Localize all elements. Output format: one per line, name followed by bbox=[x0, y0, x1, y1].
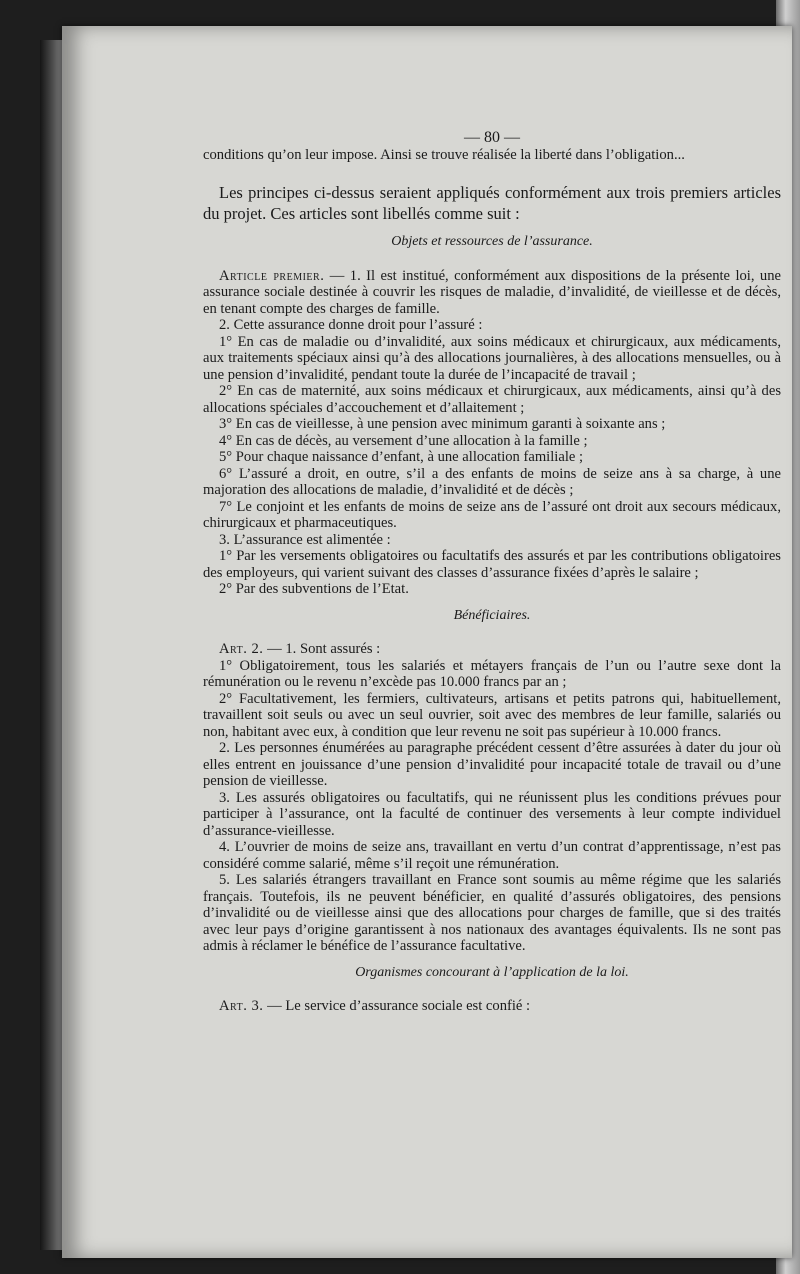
article-1-paragraph: 2. Cette assurance donne droit pour l’assuré : bbox=[219, 317, 483, 333]
article-1-paragraph: 3. L’assurance est alimentée : bbox=[219, 531, 391, 548]
article-1-text: — 1. Il est institué, conformément aux dispositions de la présente loi, une assurance sociale destinée à couvrir les risques de maladie, d’invalidité, de vieillesse et de décès, en tenant compte des charges de famille. bbox=[203, 267, 781, 317]
article-2-paragraph: 3. Les assurés obligatoires ou facultatifs, qui ne réunissent plus les conditions prévues pour participer à l’assurance, ont la faculté de continuer des versements à leur compte individuel d’assurance-vieillesse. bbox=[203, 789, 781, 839]
article-2-label: Art. 2. bbox=[219, 641, 264, 657]
section-heading-beneficiaires: Bénéficiaires. bbox=[453, 607, 531, 623]
article-2-paragraph: 5. Les salariés étrangers travaillant en France sont soumis au même régime que les salariés français. Toutefois, ils ne peuvent bénéficier, en qualité d’assurés obligatoires, des pensions d’invalidité ou de vieillesse ainsi que des allocations pour charges de famille, que si des traités avec leur pays d’origine garantissent à nos nationaux des avantages équivalents. Ils ne sont pas admis à réclamer le bénéfice de l’assurance facultative. bbox=[203, 872, 781, 954]
article-1-paragraph: 1° En cas de maladie ou d’invalidité, aux soins médicaux et chirurgicaux, aux médicaments, aux traitements spéciaux ainsi qu’à des allocations journalières, à des allocations mensuelles, ou à une pension d’invalidité, pendant toute la durée de l’incapacité de travail ; bbox=[203, 333, 781, 383]
article-1-paragraph: 2° En cas de maternité, aux soins médicaux et chirurgicaux, aux médicaments, ainsi qu’à des allocations spéciales d’accouchement et d’allaitement ; bbox=[203, 383, 781, 416]
article-1-paragraph: 5° Pour chaque naissance d’enfant, à une allocation familiale ; bbox=[219, 449, 584, 465]
page-text bbox=[203, 130, 781, 1015]
article-1-paragraph: 3° En cas de vieillesse, à une pension avec minimum garanti à soixante ans ; bbox=[219, 416, 666, 432]
intro-paragraph: conditions qu’on leur impose. Ainsi se trouve réalisée la liberté dans l’obligation... bbox=[203, 146, 685, 163]
article-3-text: — Le service d’assurance sociale est confié : bbox=[267, 998, 531, 1014]
book-binding bbox=[40, 40, 64, 1250]
section-heading-organismes: Organismes concourant à l’application de la loi. bbox=[355, 964, 629, 980]
article-3-label: Art. 3. bbox=[219, 998, 264, 1014]
article-2-intro bbox=[203, 641, 781, 658]
article-3-intro bbox=[203, 998, 781, 1015]
article-1-paragraph: 1° Par les versements obligatoires ou facultatifs des assurés et par les contributions obligatoires des employeurs, qui varient suivant des classes d’assurance fixées d’après le salaire ; bbox=[203, 548, 781, 581]
page-number: — 80 — bbox=[464, 129, 520, 146]
article-1-paragraph: 2° Par des subventions de l’Etat. bbox=[219, 581, 409, 597]
section-heading-objets: Objets et ressources de l’assurance. bbox=[391, 234, 593, 249]
article-2-paragraph: 2° Facultativement, les fermiers, cultivateurs, artisans et petits patrons qui, habituellement, travaillent soit seuls ou avec un seul ouvrier, soit avec des membres de leur famille, salariés ou non, habitant avec eux, à condition que leur revenu ne soit pas supérieur à 10.000 francs. bbox=[203, 690, 781, 740]
article-2-text: — 1. Sont assurés : bbox=[267, 641, 381, 657]
article-2-paragraph: 2. Les personnes énumérées au paragraphe précédent cessent d’être assurées à dater du jour où elles entrent en jouissance d’une pension d’invalidité pour incapacité totale de travail ou d’une pension de vieillesse. bbox=[203, 740, 781, 789]
article-1-intro bbox=[203, 268, 781, 318]
article-1-label: Article premier. bbox=[219, 267, 325, 284]
article-1-paragraph: 4° En cas de décès, au versement d’une allocation à la famille ; bbox=[219, 432, 588, 449]
article-1-paragraph: 7° Le conjoint et les enfants de moins de seize ans de l’assuré ont droit aux secours médicaux, chirurgicaux et pharmaceutiques. bbox=[203, 498, 781, 531]
article-2-paragraph: 1° Obligatoirement, tous les salariés et métayers français de l’un ou l’autre sexe dont la rémunération ou le revenu n’excède pas 10.000 francs par an ; bbox=[203, 657, 781, 690]
article-2-paragraph: 4. L’ouvrier de moins de seize ans, travaillant en vertu d’un contrat d’apprentissage, n’est pas considéré comme salarié, même s’il reçoit une rémunération. bbox=[203, 839, 781, 872]
principles-paragraph: Les principes ci-dessus seraient appliqués conformément aux trois premiers articles du projet. Ces articles sont libellés comme suit : bbox=[203, 183, 781, 223]
article-1-paragraph: 6° L’assuré a droit, en outre, s’il a des enfants de moins de seize ans à sa charge, à une majoration des allocations de maladie, d’invalidité et de décès ; bbox=[203, 465, 781, 498]
